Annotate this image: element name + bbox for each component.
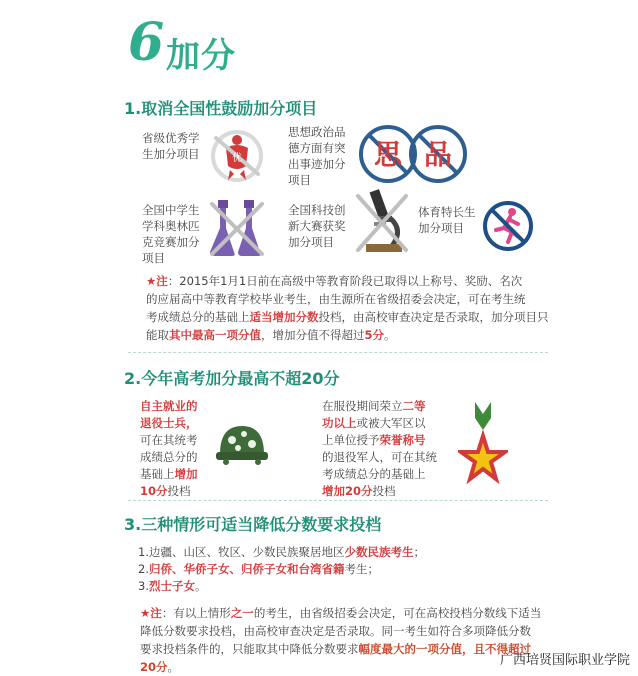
title-number: 6 — [128, 12, 165, 73]
honored-veteran-text: 在服役期间荣立二等 功以上或被大军区以 上单位授予荣誉称号 的退役军人，可在其统 考成绩总分的基础上 增加20分投档 — [322, 399, 437, 498]
section-1-heading: 1.取消全国性鼓励加分项目 — [124, 99, 318, 118]
flask-icon — [204, 196, 268, 260]
list-item: 2.归侨、华侨子女、归侨子女和台湾省籍考生； — [138, 562, 379, 576]
divider — [128, 500, 548, 501]
list-item: 1.边疆、山区、牧区、少数民族聚居地区少数民族考生； — [138, 545, 425, 559]
excellent-student-icon — [204, 126, 270, 186]
microscope-icon — [354, 186, 410, 256]
section-3-note: ★注：有以上情形之一的考生，由省级招委会决定，可在高校投档分数线下适当 降低分数要求投档，由高校审查决定是否录取。同一考生如符合多项降低分数 要求投档条件的，只能取其中降低分数要求幅度最大的一项分值，且不得超过 20分。 — [140, 606, 542, 674]
item-ideology-label: 思想政治品 德方面有突 出事迹加分 项目 — [288, 125, 346, 187]
ideology-glyph-a: 思 — [373, 138, 403, 171]
list-item: 3.烈士子女。 — [138, 579, 207, 593]
excellent-glyph: 优 — [232, 153, 242, 164]
reduced-requirement-list — [138, 544, 425, 595]
sports-runner-icon — [482, 200, 534, 252]
item-olympiad-label: 全国中学生 学科奥林匹 克竞赛加分 项目 — [142, 203, 200, 265]
item-excellent-student-label: 省级优秀学 生加分项目 — [142, 131, 200, 161]
section-3-heading: 3.三种情形可适当降低分数要求投档 — [124, 515, 382, 534]
medal-icon — [458, 400, 508, 486]
ideology-icon — [358, 122, 470, 186]
item-sports-label: 体育特长生 加分项目 — [418, 205, 476, 235]
section-2-heading: 2.今年高考加分最高不超20分 — [124, 369, 340, 388]
helmet-icon — [214, 418, 270, 472]
item-tech-innovation-label: 全国科技创 新大赛获奖 加分项目 — [288, 203, 346, 249]
title-text: 加分 — [166, 36, 236, 76]
section-1-note: ★注：2015年1月1日前在高级中等教育阶段已取得以上称号、奖励、名次 的应届高中等教育学校毕业考生，由生源所在省级招委会决定，可在考生统 考成绩总分的基础上适当增加分数投档，由高校审查决定是否录取，加分项目只 能取其中最高一项分值，增加分值不得超过5分。 — [146, 274, 549, 342]
veteran-soldier-text: 自主就业的 退役士兵， 可在其统考 成绩总分的 基础上增加 10分投档 — [140, 399, 198, 498]
divider — [128, 352, 548, 353]
footer-watermark: 广西培贤国际职业学院 — [499, 653, 630, 668]
page-title — [128, 12, 288, 76]
ideology-glyph-b: 品 — [423, 138, 453, 171]
